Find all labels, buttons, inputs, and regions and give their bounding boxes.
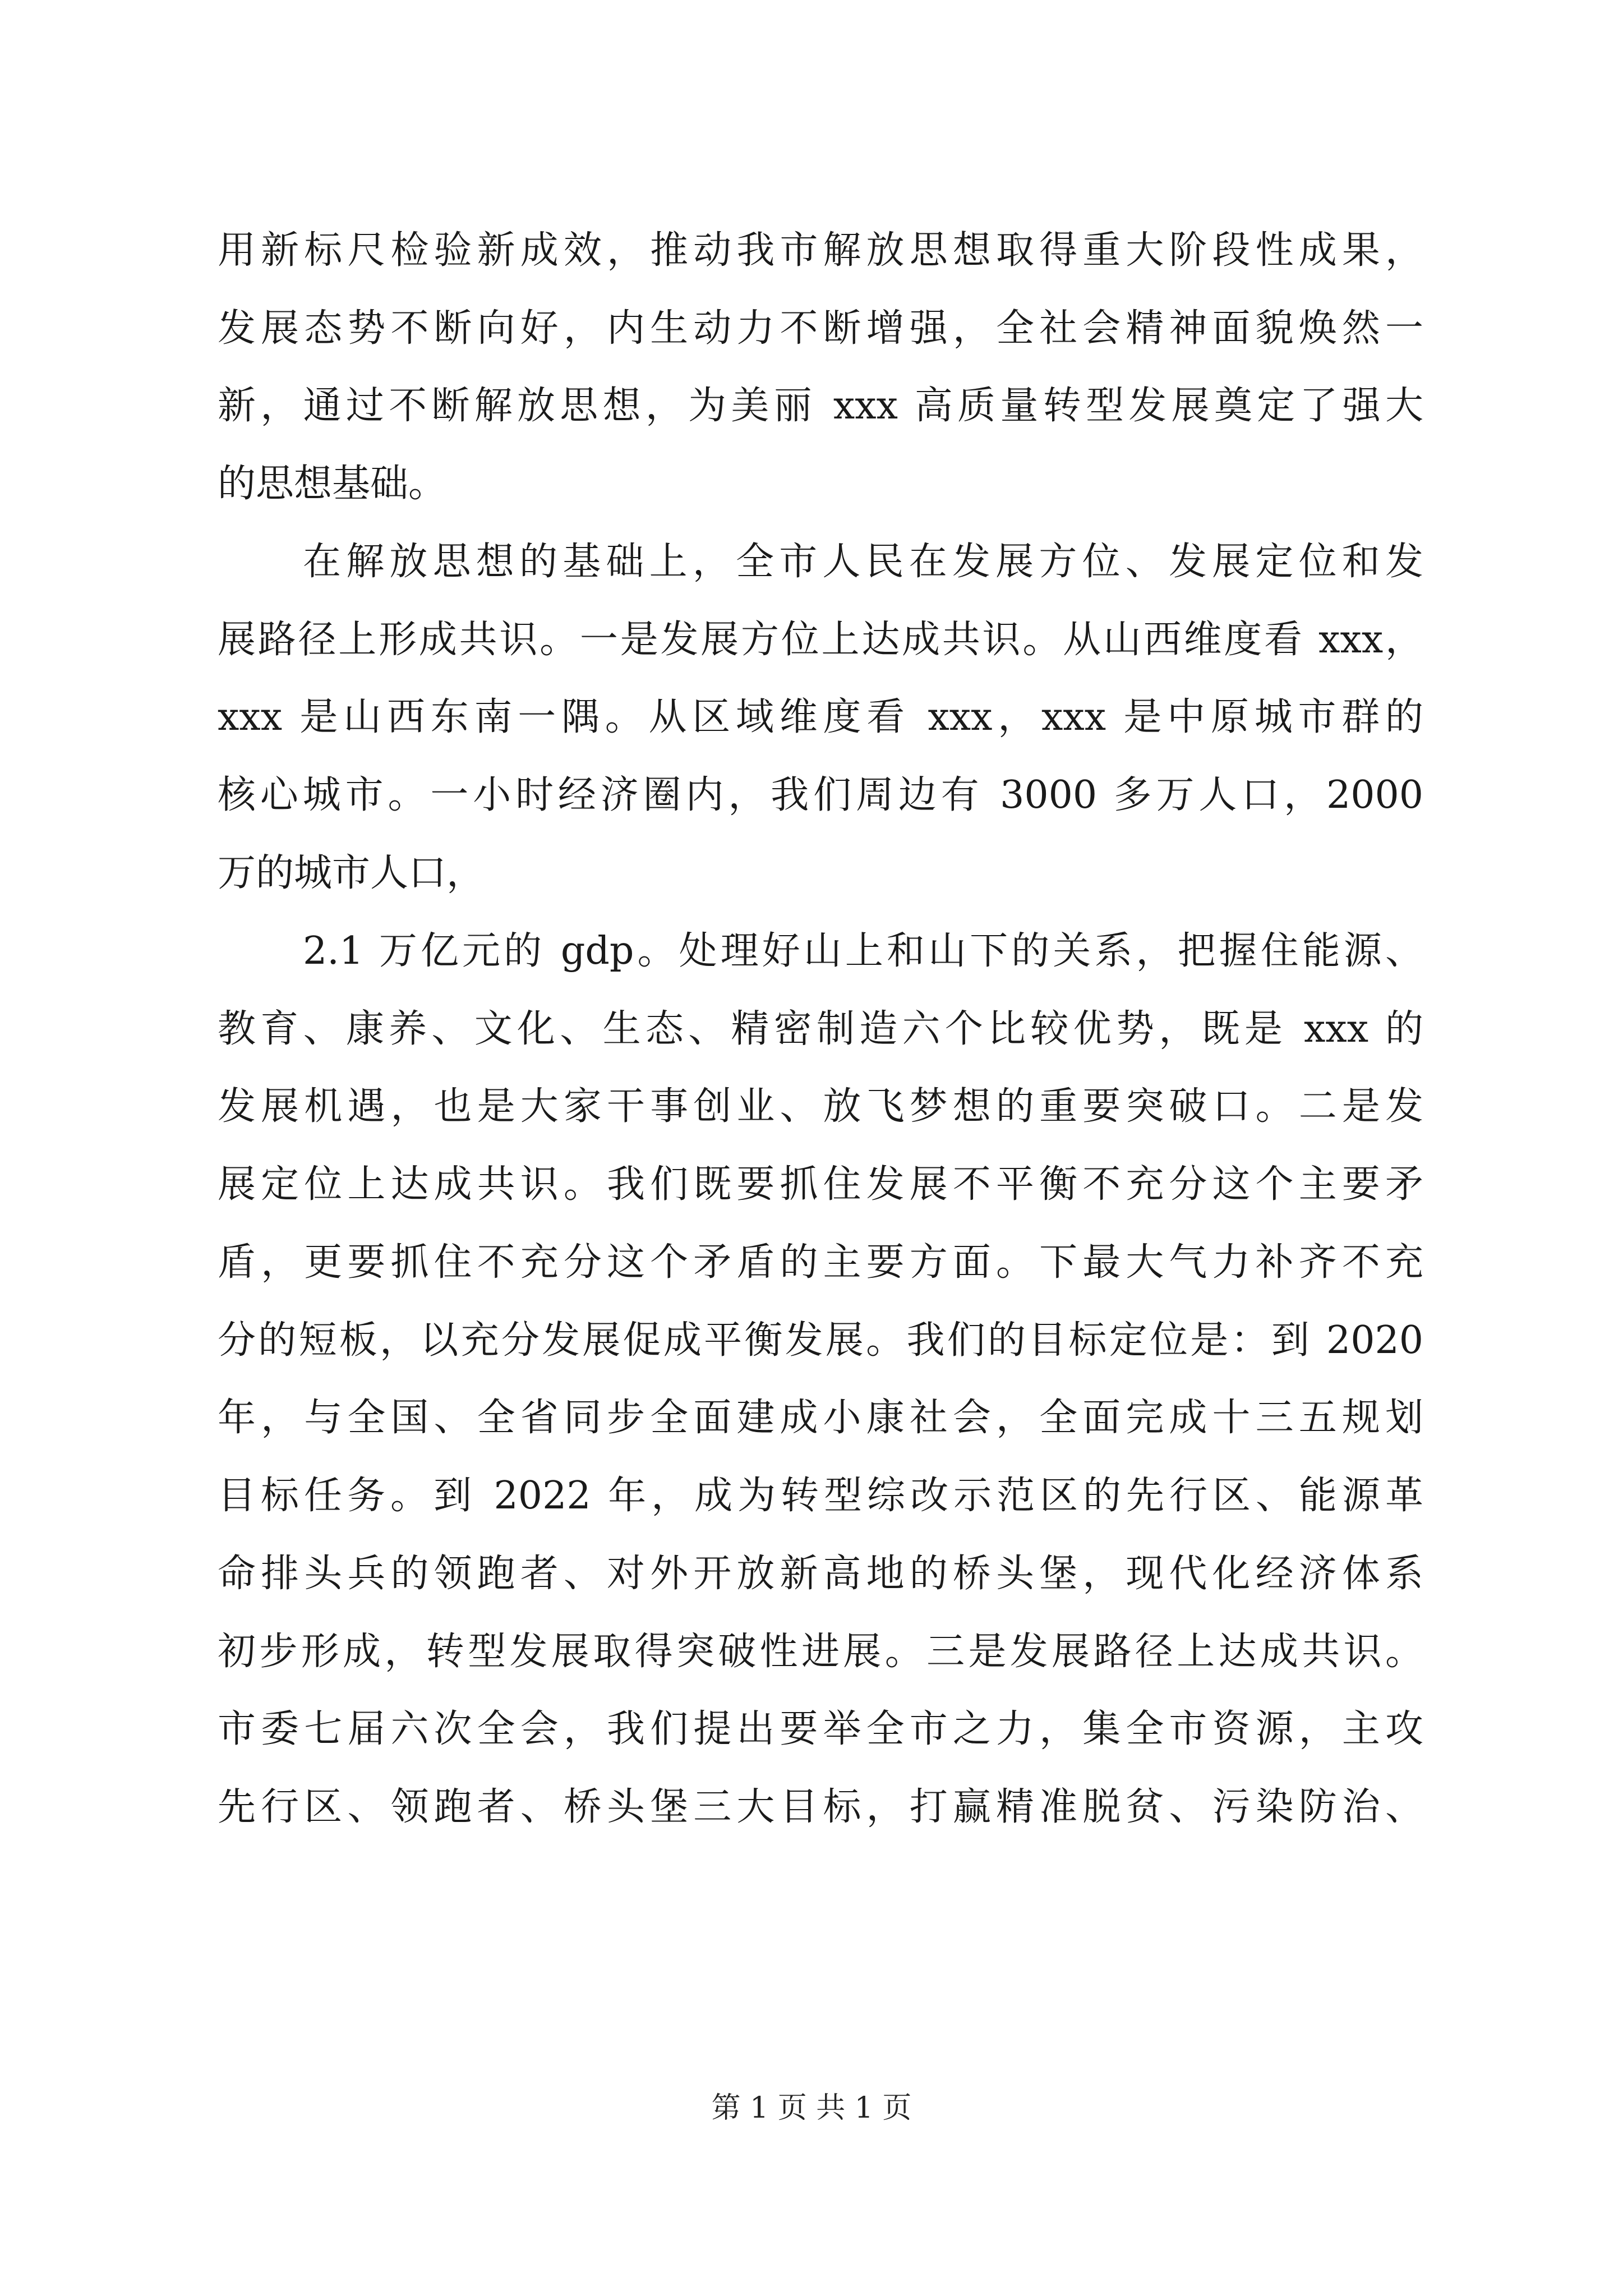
text-line: 核心城市。一小时经济圈内，我们周边有 3000 多万人口，2000 <box>218 773 1423 817</box>
text-line: 发展态势不断向好，内生动力不断增强，全社会精神面貌焕然一 <box>218 306 1423 351</box>
text-line: 年，与全国、全省同步全面建成小康社会，全面完成十三五规划 <box>218 1396 1423 1440</box>
text-line: 展定位上达成共识。我们既要抓住发展不平衡不充分这个主要矛 <box>218 1162 1423 1207</box>
text-line: 目标任务。到 2022 年，成为转型综改示范区的先行区、能源革 <box>218 1474 1423 1518</box>
text-line: 2.1 万亿元的 gdp。处理好山上和山下的关系，把握住能源、 <box>303 929 1423 973</box>
text-line: 发展机遇，也是大家干事创业、放飞梦想的重要突破口。二是发 <box>218 1084 1423 1129</box>
text-line: 分的短板，以充分发展促成平衡发展。我们的目标定位是：到 2020 <box>218 1318 1423 1363</box>
text-line: xxx 是山西东南一隅。从区域维度看 xxx，xxx 是中原城市群的 <box>218 695 1423 739</box>
text-line: 的思想基础。 <box>218 462 447 506</box>
text-line: 用新标尺检验新成效，推动我市解放思想取得重大阶段性成果， <box>218 228 1423 273</box>
text-line: 新，通过不断解放思想，为美丽 xxx 高质量转型发展奠定了强大 <box>218 384 1423 428</box>
text-line: 在解放思想的基础上，全市人民在发展方位、发展定位和发 <box>303 540 1423 584</box>
text-line: 展路径上形成共识。一是发展方位上达成共识。从山西维度看 xxx， <box>218 618 1423 662</box>
text-line: 教育、康养、文化、生态、精密制造六个比较优势，既是 xxx 的 <box>218 1007 1423 1051</box>
page-number-footer: 第 1 页 共 1 页 <box>711 2091 912 2125</box>
text-line: 盾，更要抓住不充分这个矛盾的主要方面。下最大气力补齐不充 <box>218 1240 1423 1285</box>
text-line: 市委七届六次全会，我们提出要举全市之力，集全市资源，主攻 <box>218 1707 1423 1751</box>
text-line: 命排头兵的领跑者、对外开放新高地的桥头堡，现代化经济体系 <box>218 1552 1423 1596</box>
text-line: 先行区、领跑者、桥头堡三大目标，打赢精准脱贫、污染防治、 <box>218 1785 1423 1829</box>
text-line: 初步形成，转型发展取得突破性进展。三是发展路径上达成共识。 <box>218 1630 1423 1674</box>
text-line: 万的城市人口， <box>218 851 485 895</box>
